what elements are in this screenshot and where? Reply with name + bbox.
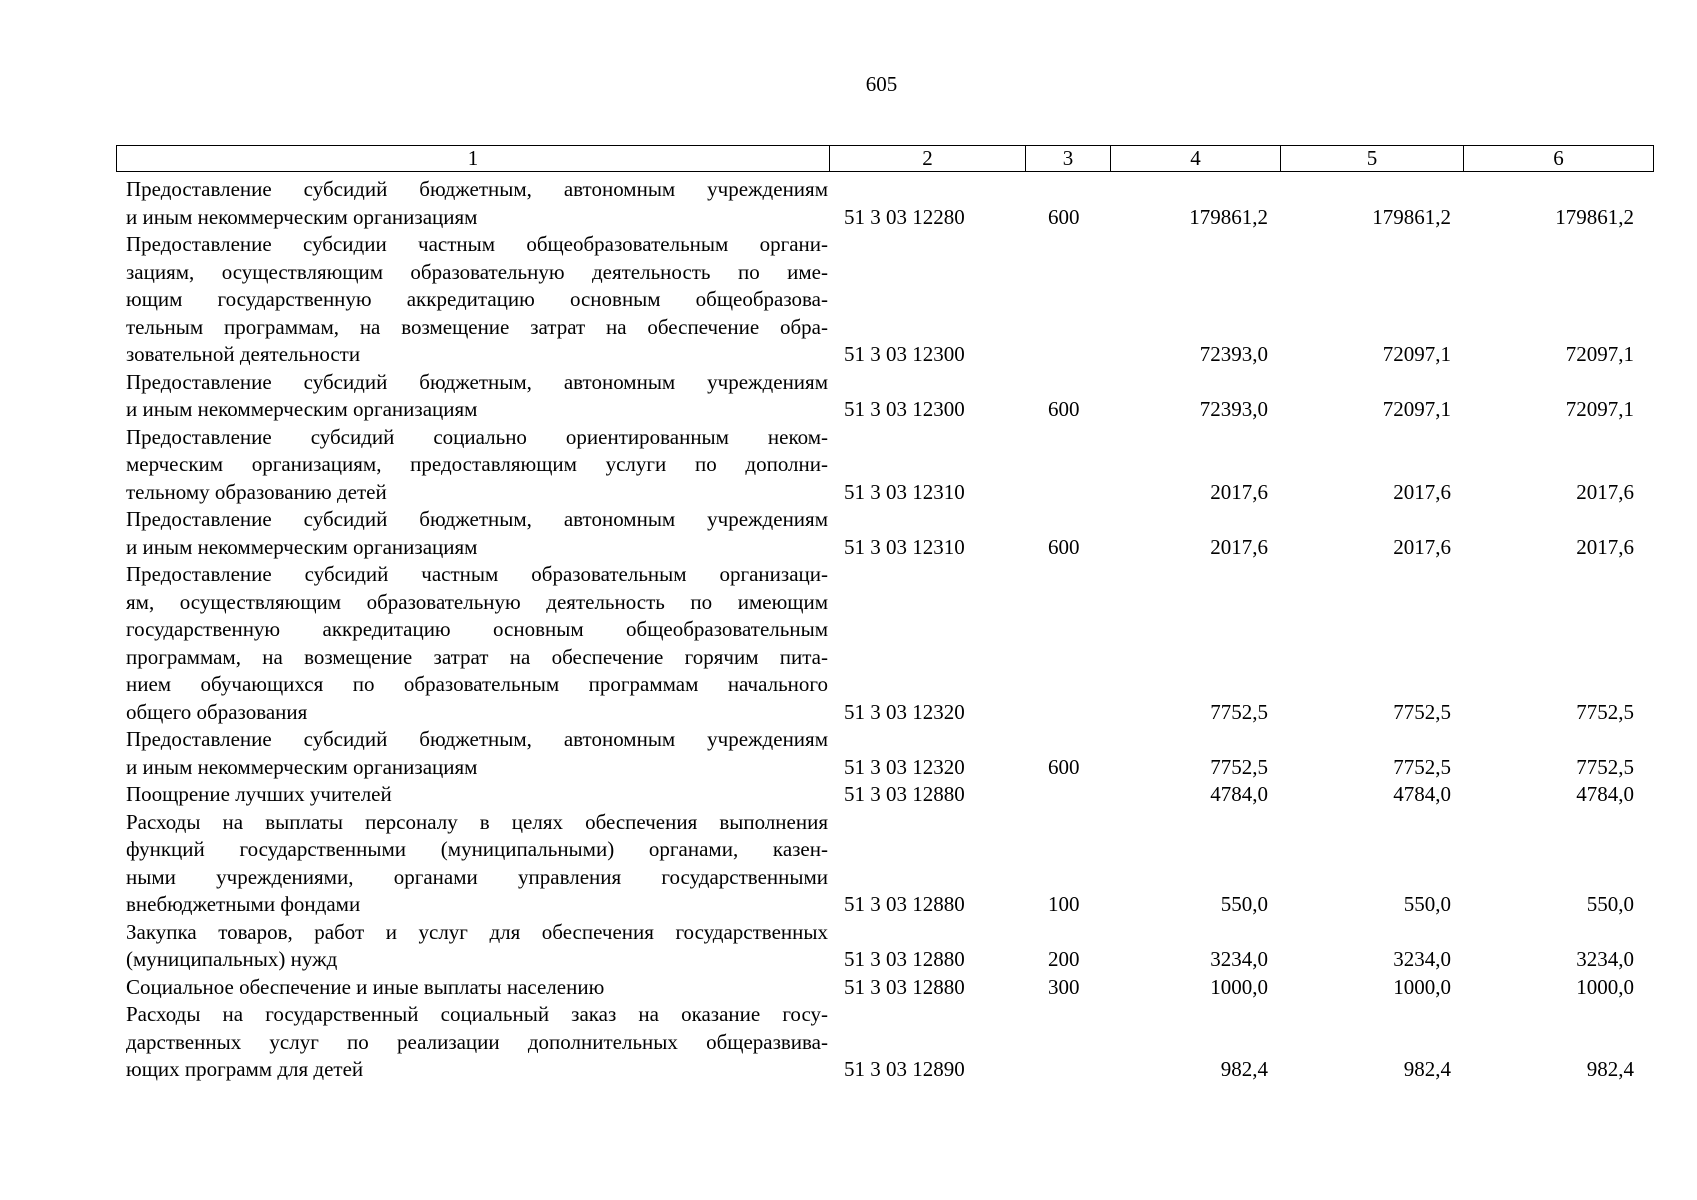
row-value-5: 72097,1 xyxy=(1382,342,1451,366)
row-value-5: 2017,6 xyxy=(1393,479,1451,504)
description-line: внебюджетными фондами xyxy=(126,892,361,916)
row-value-4: 7752,5 xyxy=(1210,699,1268,724)
table-header xyxy=(116,145,1654,172)
description-line: Расходы на государственный социальный заказ на оказание госу- xyxy=(126,1002,828,1026)
table-row xyxy=(116,726,1654,781)
row-value-4: 4784,0 xyxy=(1210,782,1268,806)
description-line: Предоставление субсидий бюджетным, автономным учреждениям xyxy=(126,507,828,531)
row-value-4: 3234,0 xyxy=(1210,947,1268,971)
description-line: Поощрение лучших учителей xyxy=(126,782,392,806)
row-value-6: 7752,5 xyxy=(1576,699,1634,724)
description-line: Предоставление субсидии частным общеобразовательным органи- xyxy=(126,232,828,256)
row-value-5: 7752,5 xyxy=(1393,699,1451,724)
row-code: 51 3 03 12320 xyxy=(844,754,965,779)
row-expense-type: 600 xyxy=(1048,204,1080,229)
column-header-4: 4 xyxy=(1110,146,1280,171)
description-line: (муниципальных) нужд xyxy=(126,947,338,971)
table-row xyxy=(116,809,1654,919)
row-value-5: 179861,2 xyxy=(1372,204,1451,229)
row-value-4: 179861,2 xyxy=(1189,204,1268,229)
row-value-5: 3234,0 xyxy=(1393,947,1451,971)
description-line: и иным некоммерческим организациям xyxy=(126,204,478,229)
page-number: 605 xyxy=(865,72,898,96)
table-body xyxy=(116,176,1654,1084)
row-value-6: 179861,2 xyxy=(1555,204,1634,229)
row-description xyxy=(116,176,828,231)
description-line: Предоставление субсидий частным образовательным организаци- xyxy=(126,562,828,586)
description-line: ям, осуществляющим образовательную деятельность по имеющим xyxy=(126,589,828,614)
row-description xyxy=(116,506,828,561)
table-row xyxy=(116,1001,1654,1084)
row-value-5: 550,0 xyxy=(1403,892,1451,916)
row-description xyxy=(116,726,828,781)
description-line: нием обучающихся по образовательным программам начального xyxy=(126,672,828,696)
row-expense-type: 100 xyxy=(1048,892,1080,916)
row-value-6: 7752,5 xyxy=(1576,754,1634,779)
row-value-6: 2017,6 xyxy=(1576,479,1634,504)
description-line: Предоставление субсидий бюджетным, автономным учреждениям xyxy=(126,369,828,394)
row-code: 51 3 03 12280 xyxy=(844,204,965,229)
row-code: 51 3 03 12890 xyxy=(844,1057,965,1081)
row-value-6: 1000,0 xyxy=(1576,974,1634,999)
description-line: и иным некоммерческим организациям xyxy=(126,534,478,559)
table-row xyxy=(116,176,1654,231)
row-description xyxy=(116,231,828,369)
row-code: 51 3 03 12880 xyxy=(844,974,965,999)
row-value-4: 982,4 xyxy=(1220,1057,1268,1081)
column-header-2: 2 xyxy=(829,146,1025,171)
row-code: 51 3 03 12310 xyxy=(844,534,965,559)
row-code: 51 3 03 12300 xyxy=(844,342,965,366)
row-description xyxy=(116,1001,828,1084)
row-value-4: 72393,0 xyxy=(1199,397,1268,421)
row-value-4: 550,0 xyxy=(1220,892,1268,916)
table-row xyxy=(116,369,1654,424)
row-value-4: 7752,5 xyxy=(1210,754,1268,779)
row-description xyxy=(116,809,828,919)
description-line: общего образования xyxy=(126,699,308,724)
description-line: Предоставление субсидий бюджетным, автономным учреждениям xyxy=(126,177,828,201)
description-line: мерческим организациям, предоставляющим услуги по дополни- xyxy=(126,452,828,476)
description-line: и иным некоммерческим организациям xyxy=(126,397,478,421)
description-line: Закупка товаров, работ и услуг для обеспечения государственных xyxy=(126,919,828,944)
row-code: 51 3 03 12880 xyxy=(844,947,965,971)
row-expense-type: 200 xyxy=(1048,947,1080,971)
description-line: функций государственными (муниципальными) органами, казен- xyxy=(126,837,828,861)
row-value-6: 3234,0 xyxy=(1576,947,1634,971)
row-expense-type: 300 xyxy=(1048,974,1080,999)
table-row xyxy=(116,561,1654,726)
row-code: 51 3 03 12310 xyxy=(844,479,965,504)
description-line: тельным программам, на возмещение затрат на обеспечение обра- xyxy=(126,314,828,339)
row-value-6: 72097,1 xyxy=(1565,397,1634,421)
row-description xyxy=(116,561,828,726)
description-line: ющих программ для детей xyxy=(126,1057,364,1081)
column-header-3: 3 xyxy=(1025,146,1110,171)
row-description xyxy=(116,974,828,1002)
row-code: 51 3 03 12300 xyxy=(844,397,965,421)
row-value-5: 1000,0 xyxy=(1393,974,1451,999)
table-row xyxy=(116,974,1654,1002)
row-description xyxy=(116,369,828,424)
column-header-1: 1 xyxy=(467,146,479,170)
row-expense-type: 600 xyxy=(1048,754,1080,779)
row-value-4: 2017,6 xyxy=(1210,534,1268,559)
description-line: ющим государственную аккредитацию основным общеобразова- xyxy=(126,287,828,311)
description-line: ными учреждениями, органами управления государственными xyxy=(126,864,828,889)
row-value-6: 2017,6 xyxy=(1576,534,1634,559)
description-line: Социальное обеспечение и иные выплаты населению xyxy=(126,974,605,999)
description-line: тельному образованию детей xyxy=(126,479,387,504)
description-line: Расходы на выплаты персоналу в целях обеспечения выполнения xyxy=(126,809,828,834)
description-line: государственную аккредитацию основным общеобразовательным xyxy=(126,617,828,641)
table-row xyxy=(116,919,1654,974)
row-value-4: 1000,0 xyxy=(1210,974,1268,999)
row-value-5: 72097,1 xyxy=(1382,397,1451,421)
description-line: Предоставление субсидий социально ориентированным неком- xyxy=(126,424,828,449)
row-value-6: 4784,0 xyxy=(1576,782,1634,806)
description-line: Предоставление субсидий бюджетным, автономным учреждениям xyxy=(126,727,828,751)
column-header-5: 5 xyxy=(1280,146,1463,171)
row-value-5: 7752,5 xyxy=(1393,754,1451,779)
row-expense-type: 600 xyxy=(1048,397,1080,421)
description-line: и иным некоммерческим организациям xyxy=(126,754,478,779)
row-expense-type: 600 xyxy=(1048,534,1080,559)
column-header-6: 6 xyxy=(1463,146,1653,171)
description-line: программам, на возмещение затрат на обеспечение горячим пита- xyxy=(126,644,828,669)
row-description xyxy=(116,919,828,974)
row-description xyxy=(116,424,828,507)
row-code: 51 3 03 12880 xyxy=(844,892,965,916)
description-line: зациям, осуществляющим образовательную деятельность по име- xyxy=(126,259,828,284)
table-row xyxy=(116,506,1654,561)
row-code: 51 3 03 12880 xyxy=(844,782,965,806)
table-row xyxy=(116,424,1654,507)
row-code: 51 3 03 12320 xyxy=(844,699,965,724)
row-value-5: 4784,0 xyxy=(1393,782,1451,806)
row-value-5: 982,4 xyxy=(1403,1057,1451,1081)
description-line: зовательной деятельности xyxy=(126,342,361,366)
row-value-5: 2017,6 xyxy=(1393,534,1451,559)
row-value-6: 550,0 xyxy=(1586,892,1634,916)
table-row xyxy=(116,231,1654,369)
table-row xyxy=(116,781,1654,809)
row-description xyxy=(116,781,828,809)
row-value-6: 72097,1 xyxy=(1565,342,1634,366)
row-value-6: 982,4 xyxy=(1586,1057,1634,1081)
description-line: дарственных услуг по реализации дополнительных общеразвива- xyxy=(126,1029,828,1054)
row-value-4: 72393,0 xyxy=(1199,342,1268,366)
row-value-4: 2017,6 xyxy=(1210,479,1268,504)
